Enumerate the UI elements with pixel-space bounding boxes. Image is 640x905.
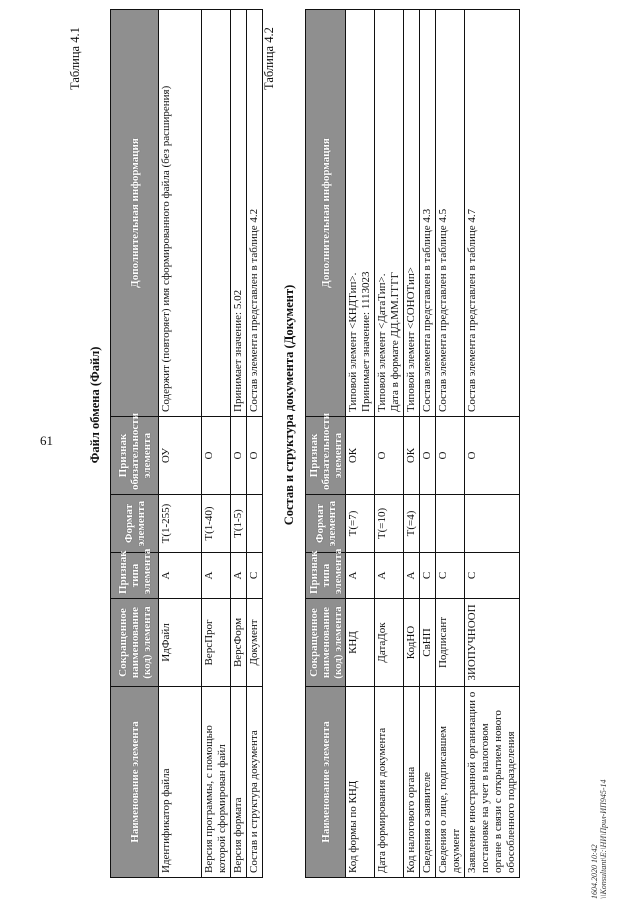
table-row: [465, 10, 520, 878]
cell-info: Состав элемента представлен в таблице 4.5: [436, 10, 465, 417]
footer-line-1: 1604.2020 10:42: [590, 844, 599, 899]
cell-info-text-2: Принимает значение: 1113023: [360, 271, 372, 412]
table-row: [436, 10, 465, 878]
cell-type: С: [436, 553, 465, 599]
header-type: Признак типа элемента: [111, 553, 159, 599]
cell-format: [247, 495, 263, 553]
header-info: Дополнительная информация: [306, 10, 346, 417]
cell-info: Принимает значение: 5.02: [231, 10, 247, 417]
table-row: [404, 10, 420, 878]
table-row: [231, 10, 247, 878]
table-4-2: [305, 9, 520, 878]
cell-format: T(1-5): [231, 495, 247, 553]
cell-format: [420, 495, 436, 553]
cell-info-text: Типовой элемент <ДатаТип>.: [376, 273, 388, 412]
cell-required: О: [231, 417, 247, 495]
table-row: [247, 10, 263, 878]
cell-name: Сведения о лице, подписавшем документ: [436, 687, 465, 878]
cell-name: Сведения о заявителе: [420, 687, 436, 878]
footer-stamp: [590, 679, 608, 899]
cell-required: О: [436, 417, 465, 495]
cell-info: [159, 10, 202, 417]
header-name: Наименование элемента: [306, 687, 346, 878]
cell-required: О: [465, 417, 520, 495]
table-header-row: [306, 10, 346, 878]
header-type: Признак типа элемента: [306, 553, 346, 599]
cell-type: С: [247, 553, 263, 599]
cell-name: Код формы по КНД: [346, 687, 375, 878]
table-row: [420, 10, 436, 878]
table-row: [202, 10, 231, 878]
cell-type: А: [231, 553, 247, 599]
cell-name: Код налогового органа: [404, 687, 420, 878]
table-4-1-caption: Файл обмена (Файл): [88, 346, 102, 464]
cell-name: Дата формирования документа: [375, 687, 404, 878]
header-info: Дополнительная информация: [111, 10, 159, 417]
cell-info: [346, 10, 375, 417]
cell-type: А: [404, 553, 420, 599]
table-4-2-caption: Состав и структура документа (Документ): [282, 284, 296, 526]
cell-code: ИдФайл: [159, 599, 202, 687]
table-row: [346, 10, 375, 878]
cell-code: ВерсФорм: [231, 599, 247, 687]
cell-format: T(=7): [346, 495, 375, 553]
table-4-1-number: Таблица 4.1: [68, 27, 82, 90]
cell-type: С: [420, 553, 436, 599]
cell-info: [202, 10, 231, 417]
cell-required: О: [202, 417, 231, 495]
cell-required: ОК: [404, 417, 420, 495]
cell-code: ВерсПрог: [202, 599, 231, 687]
cell-info: Состав элемента представлен в таблице 4.3: [420, 10, 436, 417]
cell-code: КодНО: [404, 599, 420, 687]
cell-code: Документ: [247, 599, 263, 687]
table-row: [159, 10, 202, 878]
cell-format: [465, 495, 520, 553]
cell-code: ДатаДок: [375, 599, 404, 687]
cell-info: [375, 10, 404, 417]
header-name: Наименование элемента: [111, 687, 159, 878]
cell-info: Состав элемента представлен в таблице 4.2: [247, 10, 263, 417]
table-header-row: [111, 10, 159, 878]
cell-required: ОУ: [159, 417, 202, 495]
cell-type: А: [346, 553, 375, 599]
header-code: Сокращенное наименование (код) элемента: [111, 599, 159, 687]
cell-code: Подписант: [436, 599, 465, 687]
header-code: Сокращенное наименование (код) элемента: [306, 599, 346, 687]
cell-name: Версия программы, с помощью которой сформирован файл: [202, 687, 231, 878]
cell-required: О: [375, 417, 404, 495]
header-format: Формат элемента: [306, 495, 346, 553]
cell-code: ЗИОПУЧНООП: [465, 599, 520, 687]
header-required: Признак обязательности элемента: [111, 417, 159, 495]
header-required: Признак обязательности элемента: [306, 417, 346, 495]
cell-format: T(=4): [404, 495, 420, 553]
cell-code: КНД: [346, 599, 375, 687]
table-4-1: [110, 9, 263, 878]
cell-format: [436, 495, 465, 553]
cell-type: А: [202, 553, 231, 599]
cell-required: О: [247, 417, 263, 495]
cell-name: Версия формата: [231, 687, 247, 878]
cell-type: С: [465, 553, 520, 599]
cell-type: А: [159, 553, 202, 599]
cell-info-text-2: Дата в формате ДД.ММ.ГГГГ: [389, 271, 401, 412]
cell-format: T(1-255): [159, 495, 202, 553]
cell-info: Типовой элемент <СОНОТип>: [404, 10, 420, 417]
page-number: 61: [40, 433, 53, 448]
cell-info-text: Содержит (повторяет) имя сформированного файла (без расширения): [160, 85, 172, 412]
cell-info: Состав элемента представлен в таблице 4.7: [465, 10, 520, 417]
cell-type: А: [375, 553, 404, 599]
cell-name: Состав и структура документа: [247, 687, 263, 878]
table-row: [375, 10, 404, 878]
cell-code: СвНП: [420, 599, 436, 687]
cell-required: ОК: [346, 417, 375, 495]
table-4-2-number: Таблица 4.2: [262, 27, 276, 90]
cell-name: Идентификатор файла: [159, 687, 202, 878]
cell-format: T(=10): [375, 495, 404, 553]
cell-name: Заявление иностранной организации о постановке на учет в налоговом органе в связи с открытием нового обособленного подразделения: [465, 687, 520, 878]
header-format: Формат элемента: [111, 495, 159, 553]
cell-format: T(1-40): [202, 495, 231, 553]
footer-line-2: \\Konsultant\E:\НИ\Прил-ИП945-14: [599, 779, 608, 899]
cell-required: О: [420, 417, 436, 495]
cell-info-text: Типовой элемент <КНДТип>.: [347, 272, 359, 412]
